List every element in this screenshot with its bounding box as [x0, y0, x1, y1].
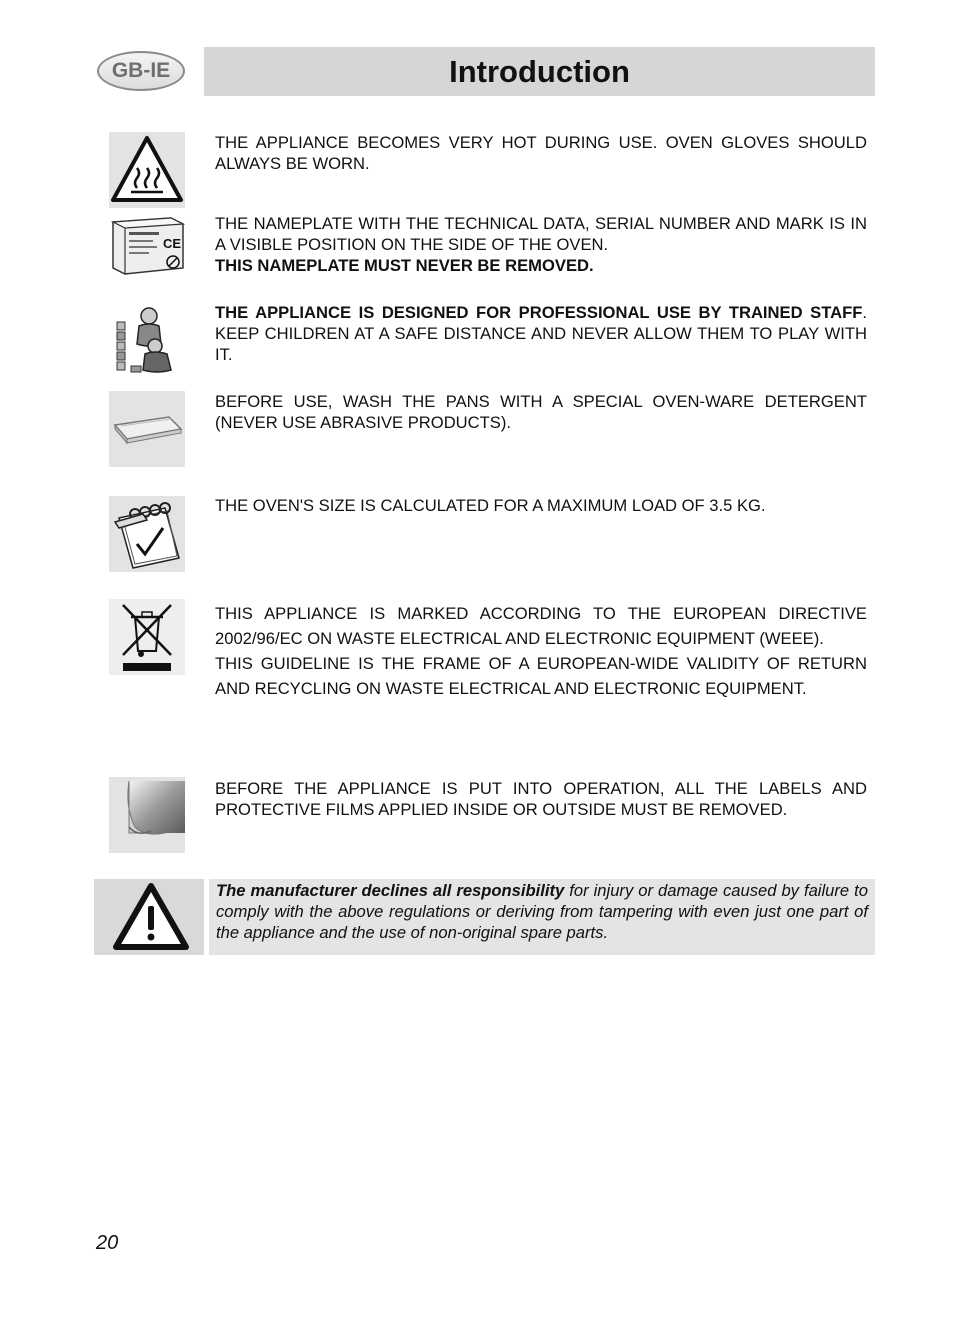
hot-appliance-notice: THE APPLIANCE BECOMES VERY HOT DURING USE. OVEN GLOVES SHOULD ALWAYS BE WORN. — [215, 133, 867, 173]
professional-use-notice: THE APPLIANCE IS DESIGNED FOR PROFESSIONAL USE BY TRAINED STAFF. KEEP CHILDREN AT A SAFE DISTANCE AND NEVER ALLOW THEM TO PLAY WITH IT. — [215, 303, 867, 364]
children-icon — [109, 302, 185, 378]
svg-text:CE: CE — [163, 236, 182, 251]
language-badge: GB-IE — [97, 51, 185, 91]
checklist-icon — [109, 496, 185, 572]
page-number: 20 — [96, 1232, 119, 1254]
protective-film-icon — [109, 777, 185, 853]
disclaimer-lead: The manufacturer declines all responsibility — [216, 881, 565, 900]
weee-notice: THIS APPLIANCE IS MARKED ACCORDING TO THE EUROPEAN DIRECTIVE 2002/96/EC ON WASTE ELECTRICAL AND ELECTRONIC EQUIPMENT (WEEE). THIS GUIDELINE IS THE FRAME OF A EUROPEAN-WIDE VALIDITY OF RETURN AND RECYCLING ON WASTE ELECTRICAL AND ELECTRONIC EQUIPMENT. — [215, 604, 867, 698]
weee-bin-icon — [109, 599, 185, 675]
nameplate-notice: THE NAMEPLATE WITH THE TECHNICAL DATA, SERIAL NUMBER AND MARK IS IN A VISIBLE POSITION ON THE SIDE OF THE OVEN. THIS NAMEPLATE MUST NEVER BE REMOVED. — [215, 214, 867, 275]
liability-disclaimer: The manufacturer declines all responsibility for injury or damage caused by failure to comply with the above regulations or deriving from tampering with even just one part of the appliance and the use of non-original spare parts. — [209, 879, 875, 955]
nameplate-icon — [109, 210, 185, 286]
warning-triangle-icon — [94, 879, 204, 955]
hot-surface-icon — [109, 132, 185, 208]
oven-tray-icon — [109, 391, 185, 467]
wash-pans-notice: BEFORE USE, WASH THE PANS WITH A SPECIAL OVEN-WARE DETERGENT (NEVER USE ABRASIVE PRODUCTS). — [215, 392, 867, 432]
professional-use-lead: THE APPLIANCE IS DESIGNED FOR PROFESSIONAL USE BY TRAINED STAFF — [215, 303, 863, 322]
page-title: Introduction — [204, 47, 875, 96]
remove-films-notice: BEFORE THE APPLIANCE IS PUT INTO OPERATION, ALL THE LABELS AND PROTECTIVE FILMS APPLIED INSIDE OR OUTSIDE MUST BE REMOVED. — [215, 779, 867, 819]
max-load-notice: THE OVEN'S SIZE IS CALCULATED FOR A MAXIMUM LOAD OF 3.5 KG. — [215, 496, 766, 515]
